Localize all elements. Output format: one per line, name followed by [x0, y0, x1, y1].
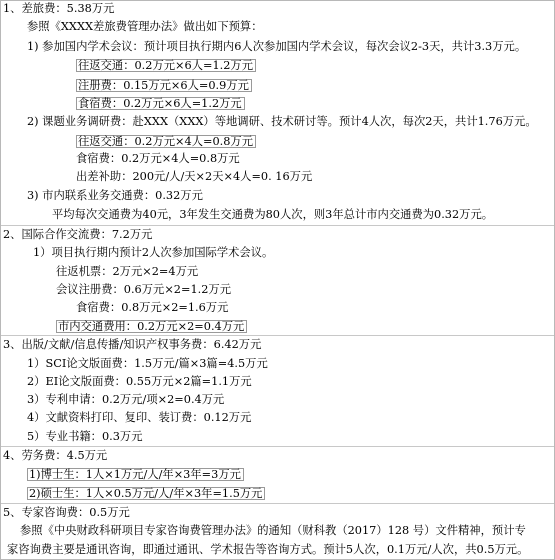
item-1-title: 1) 参加国内学术会议：预计项目执行期内6人次参加国内学术会议，每次会议2-3天，共计3.3万元。: [27, 40, 527, 53]
section-3-line-3: 3）专利申请：0.2万元/项×2=0.4万元: [27, 393, 225, 406]
item-1-line-1-text: 往返交通：0.2万元×6人=1.2万元: [76, 59, 256, 72]
section-4-line-1-text: 1)博士生：1人×1万元/人/年×3年=3万元: [27, 468, 244, 481]
section-5-para-line-2: 家咨询费主要是通讯咨询，即通过通讯、学术报告等咨询方式。预计5人次，0.1万元/人次，共0.5万元。: [7, 543, 529, 556]
section-3-line-2: 2）EI论文版面费：0.55万元×2篇=1.1万元: [27, 375, 252, 388]
section-2-intro: 1）项目执行期内预计2人次参加国际学术会议。: [33, 246, 274, 259]
section-2-line-1: 往返机票：2万元×2=4万元: [56, 265, 199, 278]
section-5-heading: 5、专家咨询费：0.5万元: [3, 506, 130, 519]
item-1-line-3-text: 食宿费：0.2万元×6人=1.2万元: [76, 97, 245, 110]
section-3-line-5: 5）专业书籍：0.3万元: [27, 430, 143, 443]
divider: [1, 446, 554, 447]
section-4-line-2: [27, 487, 265, 500]
section-5-para-line-1: 参照《中央财政科研项目专家咨询费管理办法》的通知（财科教（2017）128 号）文件精神，预计专: [20, 524, 526, 537]
section-2-line-4-text: 市内交通费用：0.2万元×2=0.4万元: [56, 320, 247, 333]
section-4-line-1: [27, 468, 244, 481]
item-1-line-2-text: 注册费：0.15万元×6人=0.9万元: [76, 79, 252, 92]
divider: [1, 503, 554, 504]
section-1-intro: 参照《XXXX差旅费管理办法》做出如下预算：: [27, 20, 263, 33]
item-2-title: 2) 课题业务调研费：赴XXX（XXX）等地调研、技术研讨等。预计4人次，每次2天，共计1.76万元。: [27, 115, 537, 128]
section-2-heading: 2、国际合作交流费：7.2万元: [3, 228, 153, 241]
item-1-line-2: [76, 79, 252, 92]
divider: [1, 335, 554, 336]
item-1-line-3: [76, 97, 245, 110]
section-2-line-2: 会议注册费：0.6万元×2=1.2万元: [56, 283, 232, 296]
section-3-line-4: 4）文献资料打印、复印、装订费：0.12万元: [27, 411, 252, 424]
item-2-line-1: [76, 135, 256, 148]
divider: [1, 225, 554, 226]
item-1-line-1: [76, 59, 256, 72]
section-1-heading: 1、差旅费：5.38万元: [3, 2, 115, 15]
item-2-line-3: 出差补助：200元/人/天×2天×4人=0. 16万元: [76, 170, 313, 183]
item-2-line-1-text: 往返交通：0.2万元×4人=0.8万元: [76, 135, 256, 148]
item-2-line-2: 食宿费：0.2万元×4人=0.8万元: [76, 152, 240, 165]
section-3-line-1: 1）SCI论文版面费：1.5万元/篇×3篇=4.5万元: [27, 357, 268, 370]
section-3-heading: 3、出版/文献/信息传播/知识产权事务费：6.42万元: [3, 338, 262, 351]
item-3-title: 3) 市内联系业务交通费：0.32万元: [27, 189, 203, 202]
item-3-line-1: 平均每次交通费为40元，3年发生交通费为80人次，则3年总计市内交通费为0.32万元。: [52, 208, 494, 221]
section-4-heading: 4、劳务费：4.5万元: [3, 449, 108, 462]
section-2-line-3: 食宿费：0.8万元×2=1.6万元: [76, 301, 229, 314]
section-4-line-2-text: 2)硕士生：1人×0.5万元/人/年×3年=1.5万元: [27, 487, 265, 500]
section-2-line-4: [56, 320, 247, 333]
